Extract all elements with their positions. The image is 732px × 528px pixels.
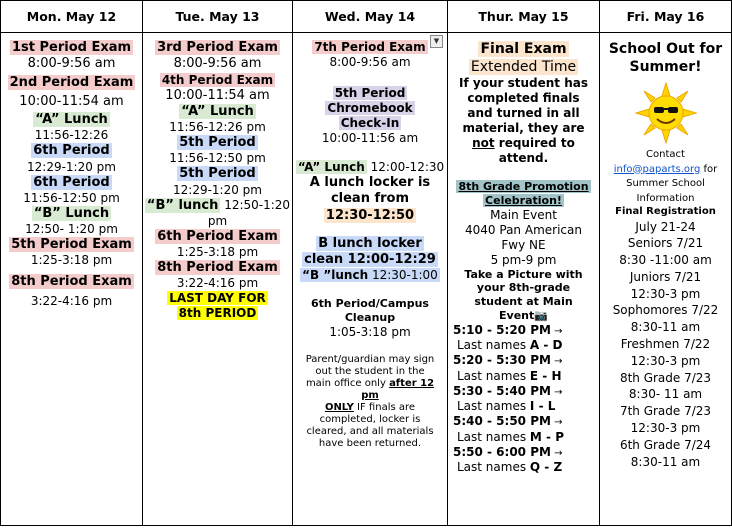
fri-sophomores-time: 8:30-11 am (630, 320, 701, 335)
thu-extended-time: Extended Time (470, 58, 577, 75)
fri-contact-for: for (700, 163, 718, 175)
wed-a-lunch-time: 12:00-12:30 (366, 160, 445, 174)
fri-juniors: Juniors 7/21 (629, 269, 702, 284)
tue-6th-period-exam: 6th Period Exam (157, 228, 278, 244)
wed-chromebook-line2: Chromebook (327, 101, 413, 115)
wed-b-locker-line2: clean 12:00-12:29 (304, 252, 436, 267)
fri-6th-grade: 6th Grade 7/24 (619, 437, 712, 452)
fri-school-out-line1: School Out for (608, 41, 723, 57)
fri-juniors-time: 12:30-3 pm (630, 286, 701, 301)
thu-slot1-label: Last names (457, 338, 530, 352)
thu-msg-line1: If your student has (459, 76, 588, 90)
tue-last-day-line1: LAST DAY FOR (169, 291, 266, 306)
wed-chromebook-line1: 5th Period (334, 86, 406, 100)
thu-location-line3: Fwy NE (501, 237, 546, 252)
thu-msg-line3: and turned in all (467, 106, 580, 120)
thu-slot5-range: Q - Z (529, 460, 563, 474)
monday-column (1, 33, 142, 309)
fri-freshmen-time: 12:30-3 pm (630, 353, 701, 368)
arrow-icon: → (550, 325, 563, 337)
fri-registration-list (600, 219, 731, 471)
tue-8th-period-exam: 8th Period Exam (157, 260, 278, 275)
fri-sophomores: Sophomores 7/22 (612, 303, 719, 318)
arrow-icon: → (550, 386, 563, 398)
fri-seniors-time: 8:30 -11:00 am (619, 253, 712, 268)
fri-seniors: Seniors 7/21 (627, 236, 704, 251)
wed-note-line1: Parent/guardian may sign (305, 353, 435, 365)
wed-cleanup-time: 1:05-3:18 pm (329, 324, 411, 339)
header-friday: Fri. May 16 (600, 1, 732, 33)
wed-7th-period-time: 8:00-9:56 am (329, 55, 411, 69)
tue-3rd-period-time: 8:00-9:56 am (173, 56, 262, 72)
fri-7th-grade: 7th Grade 7/23 (619, 404, 712, 419)
fri-final-registration: Final Registration (615, 206, 716, 217)
wed-a-locker-line1: A lunch locker is (309, 175, 431, 190)
tue-3rd-period-exam: 3rd Period Exam (157, 40, 278, 55)
thu-slot4-label: Last names (457, 429, 530, 444)
wed-note-line5: IF finals are (353, 401, 416, 413)
fri-6th-grade-time: 8:30-11 am (630, 454, 701, 469)
wed-note-pm: pm (361, 389, 379, 401)
tue-5th-period-a-time: 11:56-12:50 pm (169, 151, 266, 166)
wed-7th-period-exam: 7th Period Exam (314, 40, 426, 54)
thu-promotion-line1: 8th Grade Promotion (458, 180, 589, 193)
thu-msg-not: not (472, 136, 495, 150)
tue-b-lunch-time: 12:50-1:20 (220, 197, 291, 212)
tue-5th-period-b: 5th Period (179, 166, 256, 182)
thu-slot3-time: 5:30 - 5:40 PM (453, 383, 551, 398)
header-thursday: Thur. May 15 (448, 1, 600, 33)
wed-cleanup-line2: Cleanup (344, 311, 396, 324)
mon-5th-period-exam: 5th Period Exam (11, 237, 132, 252)
thu-msg-line5: required to (494, 136, 575, 150)
tuesday-cell (143, 33, 293, 526)
wed-chromebook-line3: Check-In (340, 116, 400, 130)
tue-5th-period-b-time: 12:29-1:20 pm (173, 182, 262, 197)
mon-2nd-period-exam: 2nd Period Exam (9, 74, 134, 90)
thu-slot1-range: A - D (529, 338, 563, 352)
thu-slot2-range: E - H (529, 368, 562, 383)
thu-slot2-time: 5:20 - 5:30 PM (453, 353, 551, 367)
thu-picture-line3: student at Main (474, 295, 573, 308)
tue-a-lunch-time: 11:56-12:26 pm (169, 120, 266, 134)
thu-slot1-time: 5:10 - 5:20 PM (453, 322, 551, 337)
mon-6th-period-a-time: 12:29-1:20 pm (27, 159, 116, 174)
thu-final-exam: Final Exam (480, 41, 567, 57)
thu-location-line1: Main Event (490, 207, 557, 222)
mon-a-lunch: “A” Lunch (35, 112, 108, 127)
fri-contact-line3: Summer School (626, 178, 705, 189)
fri-contact-block (600, 148, 731, 206)
thu-slot4-time: 5:40 - 5:50 PM (453, 414, 551, 428)
wed-note-line7: cleared, and all materials (306, 425, 434, 437)
tue-4th-period-exam: 4th Period Exam (161, 72, 274, 87)
thu-slot5-time: 5:50 - 6:00 PM (453, 444, 551, 459)
thu-slot5-label: Last names (457, 460, 530, 474)
wednesday-cell (293, 33, 448, 526)
wednesday-column (293, 33, 447, 450)
camera-icon: 📷 (534, 308, 548, 322)
wed-cleanup-line1: 6th Period/Campus (311, 297, 429, 311)
arrow-icon: → (550, 447, 563, 459)
header-tuesday: Tue. May 13 (143, 1, 293, 33)
thu-picture-line4: Event (499, 308, 535, 322)
thu-photo-slots (448, 323, 599, 476)
thu-promotion-line2: Celebration! (485, 193, 562, 207)
mon-1st-period-exam: 1st Period Exam (11, 40, 132, 55)
mon-2nd-period-time: 10:00-11:54 am (19, 93, 124, 109)
tuesday-column (143, 33, 292, 321)
dropdown-handle[interactable] (430, 35, 443, 48)
tue-8th-period-time: 3:22-4:16 pm (176, 276, 259, 291)
wed-b-locker-line1: B lunch locker (318, 235, 422, 251)
fri-contact-label: Contact (646, 149, 685, 160)
mon-6th-period-b: 6th Period (33, 174, 110, 190)
fri-8th-grade: 8th Grade 7/23 (619, 370, 712, 385)
fri-freshmen: Freshmen 7/22 (620, 337, 711, 352)
tue-5th-period-a: 5th Period (179, 135, 256, 150)
fri-school-out-line2: Summer! (629, 58, 702, 75)
mon-1st-period-time: 8:00-9:56 am (27, 56, 116, 72)
mon-5th-period-time: 1:25-3:18 pm (30, 253, 113, 268)
mon-8th-period-exam: 8th Period Exam (11, 274, 132, 290)
arrow-icon: → (550, 417, 563, 428)
wed-note-only: ONLY (324, 401, 354, 413)
wed-a-locker-line2: clean from (330, 191, 410, 207)
chevron-down-icon: ▼ (433, 37, 440, 45)
mon-b-lunch-time: 12:50- 1:20 pm (25, 222, 118, 236)
friday-cell (600, 33, 732, 526)
thu-msg-line6: attend. (498, 151, 549, 165)
fri-contact-email-link[interactable]: info@paparts.org (613, 163, 701, 175)
fri-contact-line4: Information (636, 192, 695, 204)
wed-signout-note (293, 354, 447, 450)
fri-registration-dates: July 21-24 (635, 219, 696, 234)
sun-with-sunglasses-icon (635, 82, 697, 144)
thu-picture-line2: your 8th-grade (476, 281, 571, 295)
mon-6th-period-a: 6th Period (33, 143, 110, 159)
thu-msg-line4: material, they are (462, 121, 585, 135)
tue-4th-period-time: 10:00-11:54 am (165, 87, 270, 103)
tue-6th-period-time: 1:25-3:18 pm (176, 245, 259, 259)
header-wednesday: Wed. May 14 (293, 1, 448, 33)
thu-msg-line2: completed finals (467, 91, 580, 105)
wed-note-after-12: after 12 (389, 377, 435, 389)
mon-8th-period-time: 3:22-4:16 pm (30, 293, 113, 308)
wed-chromebook-time: 10:00-11:56 am (321, 131, 419, 145)
monday-cell (1, 33, 143, 526)
tue-a-lunch: “A” Lunch (181, 103, 254, 119)
thu-picture-line1: Take a Picture with (464, 267, 583, 281)
wed-note-line3: main office only (305, 377, 390, 389)
tue-last-day-line2: 8th PERIOD (178, 306, 257, 321)
wed-note-line2: out the student in the (315, 365, 425, 377)
wed-b-lunch: “B ”lunch (302, 268, 369, 283)
header-row (1, 1, 732, 33)
thu-slot4-range: M - P (529, 429, 564, 444)
fri-7th-grade-time: 12:30-3 pm (630, 421, 701, 436)
mon-b-lunch: “B” Lunch (33, 205, 110, 221)
wed-b-lunch-time: 12:30-1:00 (368, 268, 438, 283)
friday-column (600, 33, 731, 470)
thu-location-line2: 4040 Pan American (465, 222, 582, 237)
wed-a-lunch: “A” Lunch (297, 160, 365, 174)
thu-event-time: 5 pm-9 pm (490, 252, 557, 267)
tue-b-lunch-time-suffix: pm (207, 213, 228, 228)
thu-slot2-label: Last names (457, 368, 530, 383)
thursday-column (448, 33, 599, 475)
header-monday: Mon. May 12 (1, 1, 143, 33)
mon-6th-period-b-time: 11:56-12:50 pm (23, 190, 120, 205)
fri-8th-grade-time: 8:30- 11 am (628, 387, 703, 402)
wed-note-line8: have been returned. (318, 437, 422, 449)
thu-slot3-range: I - L (529, 399, 556, 413)
mon-a-lunch-time: 11:56-12:26 (34, 128, 109, 143)
arrow-icon: → (550, 356, 563, 367)
schedule-row (1, 33, 732, 526)
wed-note-line6: completed, locker is (319, 413, 421, 425)
wed-a-locker-time: 12:30-12:50 (325, 207, 415, 223)
tue-b-lunch: “B” lunch (146, 197, 219, 213)
thursday-cell (448, 33, 600, 526)
thu-slot3-label: Last names (457, 399, 530, 413)
